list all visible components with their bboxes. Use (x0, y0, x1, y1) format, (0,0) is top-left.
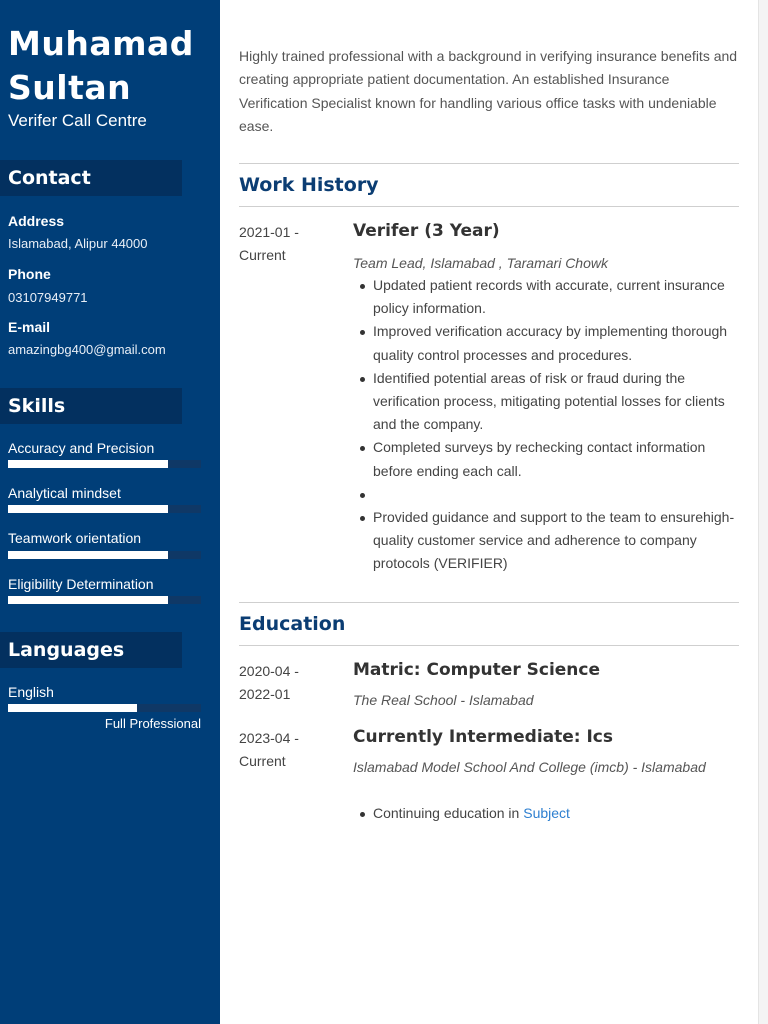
skill-bar (8, 460, 201, 468)
phone-value[interactable]: 03107949771 (8, 290, 88, 305)
skill-bar-fill (8, 460, 168, 468)
address-value: Islamabad, Alipur 44000 (8, 236, 148, 251)
email-value[interactable]: amazingbg400@gmail.com (8, 342, 166, 357)
education-title: Currently Intermediate: Ics (353, 727, 614, 747)
skill-bar (8, 551, 201, 559)
education-school: Islamabad Model School And College (imcb) - Islamabad (353, 759, 706, 775)
skill-bar-fill (8, 505, 168, 513)
divider (239, 206, 739, 207)
edu-date-start: 2020-04 - (239, 663, 299, 679)
list-item (353, 483, 743, 506)
edu-date-start: 2023-04 - (239, 730, 299, 746)
address-label: Address (8, 213, 65, 229)
professional-summary: Highly trained professional with a background in verifying insurance benefits and creating appropriate patient documentation. An established Insurance Verification Specialist known for handling various office tasks with undeniable ease. (239, 48, 738, 134)
list-item: Completed surveys by rechecking contact information before ending each call. (353, 436, 743, 482)
education-date (239, 727, 329, 773)
skill-bar-fill (8, 596, 168, 604)
work-date-end: Current (239, 247, 286, 263)
skill-bar (8, 505, 201, 513)
skill-name: Accuracy and Precision (8, 440, 155, 456)
work-history-heading: Work History (239, 174, 379, 196)
education-date (239, 660, 329, 706)
page-edge (758, 0, 768, 1024)
skill-name: Eligibility Determination (8, 576, 154, 592)
skill-bar-fill (8, 551, 168, 559)
phone-label: Phone (8, 266, 51, 282)
education-bullet-list (353, 802, 743, 825)
bullet-text: Continuing education in (373, 805, 520, 821)
list-item: Improved verification accuracy by implementing thorough quality control processes and procedures. (353, 320, 743, 366)
education-school: The Real School - Islamabad (353, 692, 534, 708)
education-heading: Education (239, 613, 346, 635)
divider (239, 645, 739, 646)
list-item (353, 802, 743, 825)
language-bar (8, 704, 201, 712)
language-name: English (8, 684, 54, 700)
edu-date-end: 2022-01 (239, 686, 291, 702)
divider (239, 602, 739, 603)
skills-heading: Skills (0, 388, 182, 424)
language-bar-fill (8, 704, 137, 712)
list-item: Updated patient records with accurate, current insurance policy information. (353, 274, 743, 320)
edu-date-end: Current (239, 753, 286, 769)
subject-link[interactable]: Subject (523, 805, 570, 821)
work-date-start: 2021-01 - (239, 224, 299, 240)
divider (239, 163, 739, 164)
contact-heading: Contact (0, 160, 182, 196)
work-bullet-list (353, 274, 743, 576)
email-label: E-mail (8, 319, 51, 335)
work-title: Verifer (3 Year) (353, 221, 500, 241)
work-date (239, 221, 329, 267)
education-title: Matric: Computer Science (353, 660, 601, 680)
job-title: Verifer Call Centre (8, 111, 147, 130)
name-last: Sultan (8, 68, 132, 107)
skill-name: Analytical mindset (8, 485, 121, 501)
languages-heading: Languages (0, 632, 182, 668)
main-content (220, 0, 758, 1024)
list-item: Provided guidance and support to the team to ensurehigh-quality customer service and adherence to company protocols (VERIFIER) (353, 506, 743, 576)
list-item: Identified potential areas of risk or fraud during the verification process, mitigating potential losses for clients and the company. (353, 367, 743, 437)
language-level: Full Professional (104, 716, 201, 731)
person-name (8, 22, 194, 110)
sidebar (0, 0, 220, 1024)
work-subtitle: Team Lead, Islamabad , Taramari Chowk (353, 255, 608, 271)
name-first: Muhamad (8, 24, 194, 63)
skill-name: Teamwork orientation (8, 530, 142, 546)
skill-bar (8, 596, 201, 604)
